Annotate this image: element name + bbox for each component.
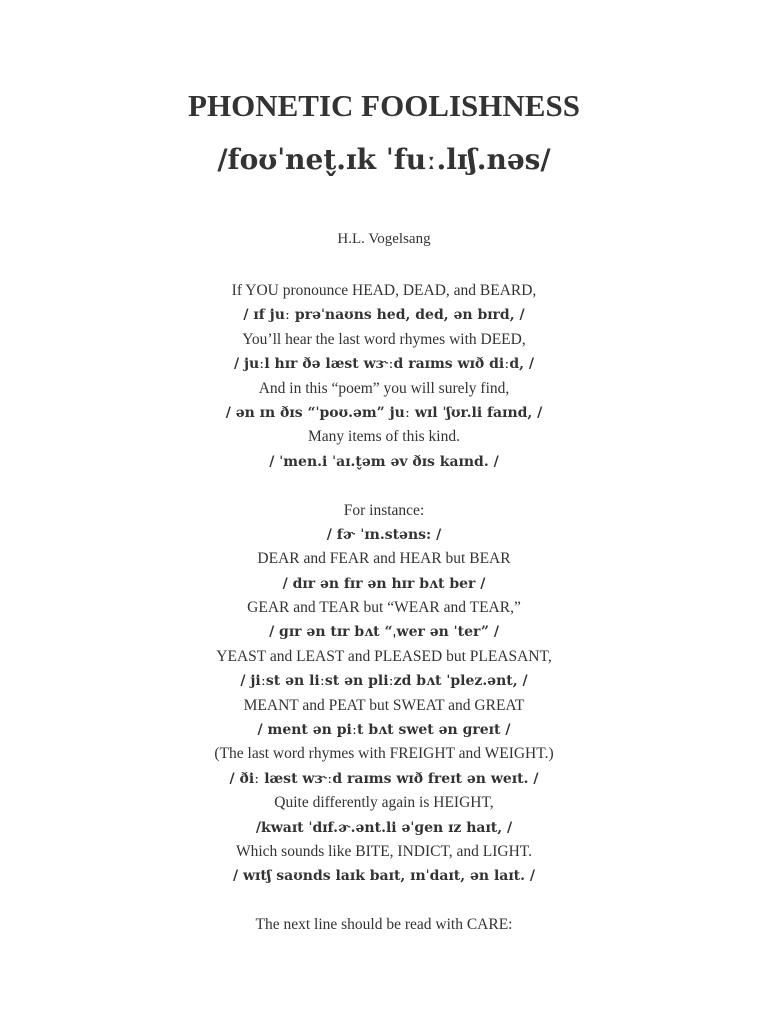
verse-line: You’ll hear the last word rhymes with DEED, [242,330,526,348]
verse-line: And in this “poem” you will surely find, [258,379,510,397]
verse-line: If YOU pronounce HEAD, DEAD, and BEARD, [231,282,537,299]
poem-title-ipa: /foʊˈnet̬.ɪk ˈfuː.lɪʃ.nəs/ [217,143,551,176]
poem-body [0,279,768,938]
poem-title: PHONETIC FOOLISHNESS [188,88,580,123]
stanza-break [0,474,768,498]
ipa-line: / ən ɪn ðɪs “ˈpoʊ.əm” juː wɪl ˈʃʊr.li faɪnd, / [225,404,543,421]
ipa-line: / ðiː læst wɝːd raɪms wɪð freɪt ən weɪt. / [229,770,539,787]
verse-line: For instance: [343,501,425,519]
verse-line: Many items of this kind. [308,428,460,446]
verse-line: The next line should be read with CARE: [255,916,513,934]
ipa-line: / fɚ ˈɪn.stəns: / [326,526,442,543]
ipa-line: / ɪf juː prəˈnaʊns hed, ded, ən bɪrd, / [243,307,525,324]
verse-line: Which sounds like BITE, INDICT, and LIGHT. [235,842,532,860]
verse-line: (The last word rhymes with FREIGHT and WEIGHT.) [214,745,554,763]
poem-author: H.L. Vogelsang [337,231,431,247]
verse-line: GEAR and TEAR but “WEAR and TEAR,” [247,599,521,617]
verse-line: Quite differently again is HEIGHT, [274,794,494,812]
verse-line: MEANT and PEAT but SWEAT and GREAT [243,696,525,714]
ipa-line: / ment ən piːt bʌt swet ən ɡreɪt / [257,722,511,739]
ipa-line: / ˈmen.i ˈaɪ.t̬əm əv ðɪs kaɪnd. / [269,453,499,470]
ipa-line: / jiːst ən liːst ən pliːzd bʌt ˈplez.ənt, / [240,673,528,690]
stanza-break [0,889,768,913]
ipa-line: / ɡɪr ən tɪr bʌt “ˌwer ən ˈter” / [269,624,499,641]
ipa-line: / dɪr ən fɪr ən hɪr bʌt ber / [282,575,486,592]
verse-line: DEAR and FEAR and HEAR but BEAR [257,550,511,568]
ipa-line: / wɪtʃ saʊnds laɪk baɪt, ɪnˈdaɪt, ən laɪt. / [232,868,536,885]
ipa-line: / juːl hɪr ðə læst wɝːd raɪms wɪð diːd, / [233,356,535,373]
ipa-line: /kwaɪt ˈdɪf.ɚ.ənt.li əˈɡen ɪz haɪt, / [255,819,513,836]
verse-line: YEAST and LEAST and PLEASED but PLEASANT, [216,647,552,665]
